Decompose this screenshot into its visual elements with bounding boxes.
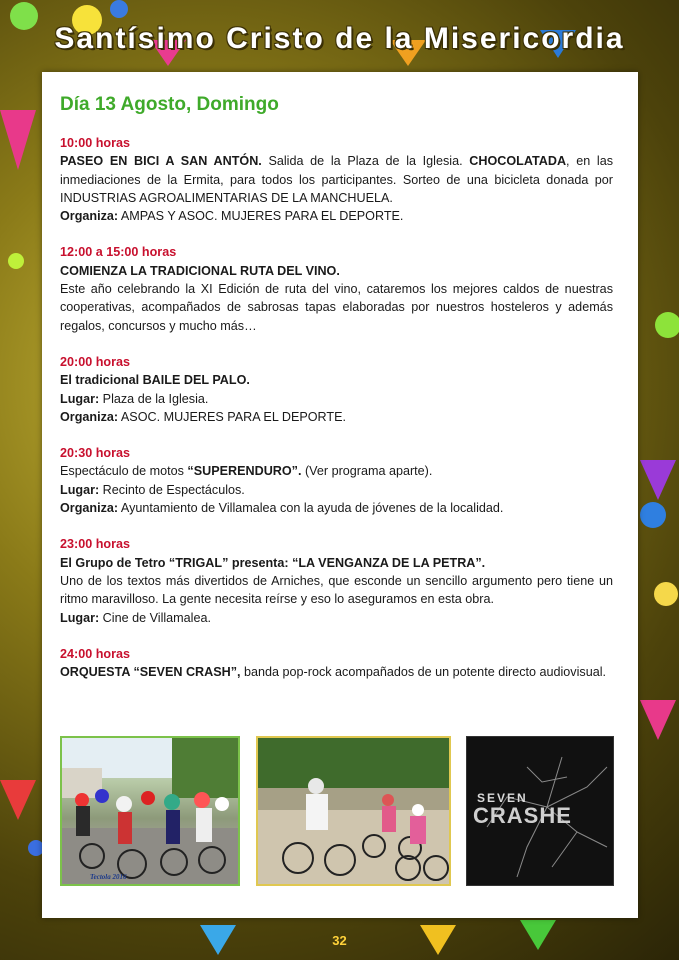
event-time: 10:00 horas <box>60 136 131 150</box>
place-value: Plaza de la Iglesia. <box>99 391 209 406</box>
place-label: Lugar: <box>60 482 100 497</box>
event-item <box>60 444 613 517</box>
event-headline: PASEO EN BICI A SAN ANTÓN. <box>60 154 262 169</box>
bunting-flag <box>0 110 36 170</box>
band-name-line2: CRASHE <box>473 803 572 828</box>
place-label: Lugar: <box>60 610 100 625</box>
event-headline: El tradicional BAILE DEL PALO. <box>60 373 250 388</box>
bike-ride-photo <box>256 736 451 886</box>
band-logo-photo <box>466 736 614 886</box>
place-value: Cine de Villamalea. <box>99 610 211 625</box>
event-item <box>60 645 613 682</box>
event-organizer <box>60 499 613 517</box>
event-highlight: CHOCOLATADA <box>469 154 567 169</box>
event-item <box>60 535 613 626</box>
photo-strip <box>60 736 616 886</box>
event-description <box>60 462 613 480</box>
event-time: 20:30 horas <box>60 446 131 461</box>
event-item <box>60 134 613 225</box>
event-headline: COMIENZA LA TRADICIONAL RUTA DEL VINO. <box>60 263 340 278</box>
content-panel <box>42 72 638 918</box>
event-text: banda pop-rock acompañados de un potente directo audiovisual. <box>240 665 607 680</box>
organizer-label: Organiza: <box>60 409 119 424</box>
confetti-dot <box>654 582 678 606</box>
event-time: 23:00 horas <box>60 537 131 552</box>
page-title: Santísimo Cristo de la Misericordia <box>54 22 625 55</box>
bike-ride-photo <box>60 736 240 886</box>
organizer-value: AMPAS Y ASOC. MUJERES PARA EL DEPORTE. <box>118 209 404 224</box>
band-name-line1: SEVEN <box>477 791 528 805</box>
event-text: , en las inmediaciones de la Ermita, para todos los participantes. Sorteo de una bicicleta donada por INDUSTRIAS AGROALIMENTARIAS DE LA MANCHUELA. <box>60 154 614 205</box>
event-list <box>60 134 613 699</box>
event-item <box>60 353 613 426</box>
photo-caption: Tectola 2016 <box>90 873 127 881</box>
place-value: Recinto de Espectáculos. <box>99 482 245 497</box>
event-place <box>60 609 613 627</box>
cyclists-illustration <box>62 738 238 884</box>
event-headline: ORQUESTA “SEVEN CRASH”, <box>60 665 241 680</box>
organizer-value: Ayuntamiento de Villamalea con la ayuda de jóvenes de la localidad. <box>118 501 504 516</box>
event-text: Uno de los textos más divertidos de Arniches, que esconde un sencillo argumento pero tiene un ritmo maravilloso. La gente necesita reírse y eso lo aseguramos en esta obra. <box>60 573 613 607</box>
event-item <box>60 243 613 334</box>
event-text: Salida de la Plaza de la Iglesia. <box>261 154 470 169</box>
confetti-dot <box>640 502 666 528</box>
bunting-flag <box>640 460 676 500</box>
event-text: Espectáculo de motos <box>60 464 188 479</box>
organizer-label: Organiza: <box>60 501 119 516</box>
event-text: Este año celebrando la XI Edición de ruta del vino, cataremos los mejores caldos de nuestras cooperativas, acompañados de sabrosas tapas elaboradas por nuestros hosteleros y además regalos, concursos y mucho más… <box>60 282 613 333</box>
page-number: 32 <box>332 933 347 948</box>
event-time: 12:00 a 15:00 horas <box>60 245 177 260</box>
bunting-flag <box>0 780 36 820</box>
organizer-value: ASOC. MUJERES PARA EL DEPORTE. <box>118 409 347 424</box>
confetti-dot <box>8 253 24 269</box>
event-organizer <box>60 408 613 426</box>
event-organizer <box>60 207 613 225</box>
event-description <box>60 152 613 207</box>
confetti-dot <box>655 312 679 338</box>
event-text: (Ver programa aparte). <box>301 464 433 479</box>
event-place <box>60 390 613 408</box>
event-description <box>60 663 613 681</box>
event-highlight: “SUPERENDURO”. <box>187 464 302 479</box>
day-heading: Día 13 Agosto, Domingo <box>60 94 279 115</box>
organizer-label: Organiza: <box>60 209 119 224</box>
confetti-dot <box>110 0 128 18</box>
event-place <box>60 481 613 499</box>
place-label: Lugar: <box>60 391 100 406</box>
event-time: 24:00 horas <box>60 646 131 661</box>
event-headline: El Grupo de Tetro “TRIGAL” presenta: “LA VENGANZA DE LA PETRA”. <box>60 555 486 570</box>
bunting-flag <box>640 700 676 740</box>
event-time: 20:00 horas <box>60 354 131 369</box>
cyclists-illustration <box>258 738 449 884</box>
